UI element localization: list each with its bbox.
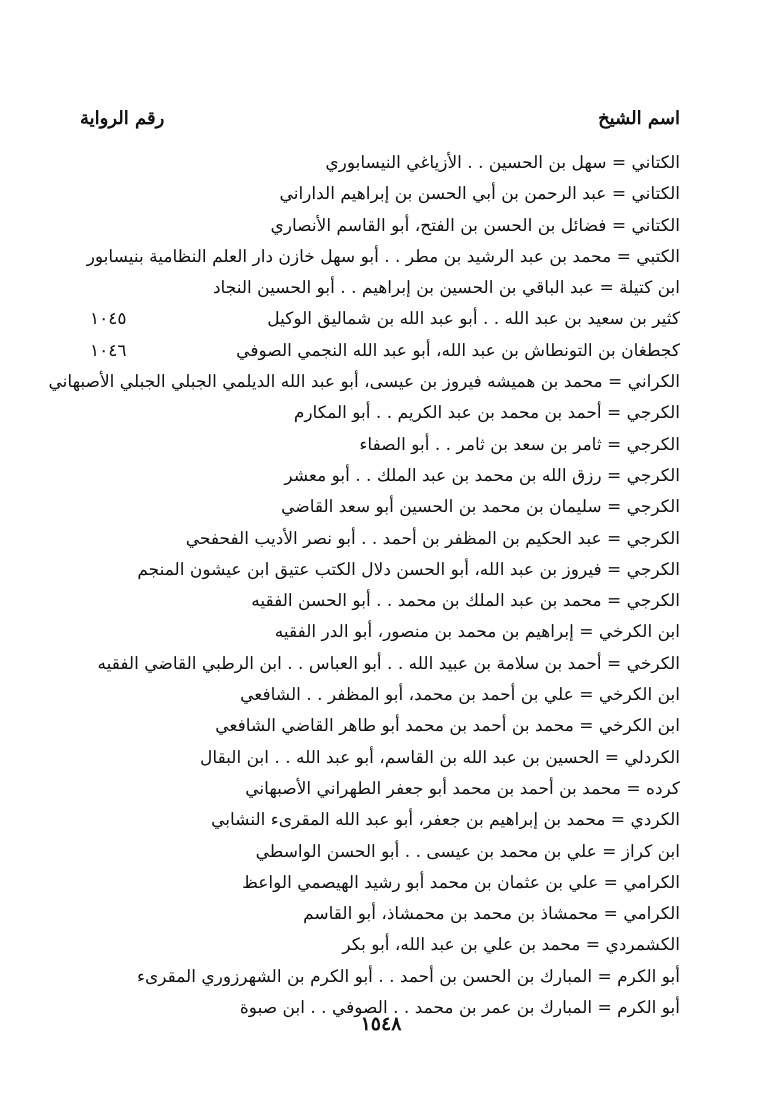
list-item [80,524,680,555]
list-item [80,586,680,617]
narration-number: ١٠٤٥ [90,309,127,330]
column-header [80,108,680,140]
page-number: ١٥٤٨ [360,1013,402,1035]
list-item [80,711,680,742]
shaykh-entry-text: الكتبي = محمد بن عبد الرشيد بن مطر . . أبو سهل خازن دار العلم النظامية بنيسابور [86,246,680,267]
list-item [80,899,680,930]
shaykh-entry-text: الكرخي = أحمد بن سلامة بن عبيد الله . . أبو العباس . . ابن الرطبي القاضي الفقيه [97,653,680,674]
shaykh-entry-text: ابن الكرخي = علي بن أحمد بن محمد، أبو المظفر . . الشافعي [240,685,680,706]
narration-number-heading: رقم الرواية [80,108,165,129]
list-item [80,336,680,367]
shaykh-entry-text: الكرجي = محمد بن عبد الملك بن محمد . . أبو الحسن الفقيه [251,591,680,612]
shaykh-entry-text: الكتاني = سهل بن الحسين . . الأزياغي النيسابوري [325,153,680,173]
list-item [80,555,680,586]
shaykh-entry-text: ابن كراز = علي بن محمد بن عيسى . . أبو الحسن الواسطي [255,841,680,862]
shaykh-entry-text: الكردلي = الحسين بن عبد الله بن القاسم، أبو عبد الله . . ابن البقال [200,747,680,768]
list-item [80,398,680,429]
list-item [80,774,680,805]
shaykh-entry-text: أبو الكرم = المبارك بن الحسن بن أحمد . . أبو الكرم بن الشهرزوري المقرىء [136,966,680,987]
shaykh-entry-text: الكرامي = محمشاذ بن محمد بن محمشاذ، أبو القاسم [303,904,680,925]
list-item [80,430,680,461]
shaykh-entry-text: الكرجي = فيروز بن عبد الله، أبو الحسن دلال الكتب عتيق ابن عيشون المنجم [137,559,680,580]
shaykh-entry-text: كجطغان بن التونطاش بن عبد الله، أبو عبد الله النجمي الصوفي [236,340,680,361]
shaykh-entry-text: الكرجي = أحمد بن محمد بن عبد الكريم . . أبو المكارم [293,403,680,424]
list-item [80,837,680,868]
list-item [48,367,680,398]
list-item [80,805,680,836]
shaykh-name-heading: اسم الشيخ [598,108,680,129]
list-item [80,273,680,304]
shaykh-entry-text: الكرجي = ثامر بن سعد بن ثامر . . أبو الصفاء [359,434,680,455]
shaykh-entry-text: الكرجي = عبد الحكيم بن المظفر بن أحمد . . أبو نصر الأديب الفحفحي [185,528,680,549]
list-item [80,211,680,242]
narration-number: ١٠٤٦ [90,340,127,361]
shaykh-entry-text: ابن الكرخي = إبراهيم بن محمد بن منصور، أبو الدر الفقيه [274,622,680,643]
shaykh-entry-text: الكشمردي = محمد بن علي بن عبد الله، أبو بكر [342,935,680,956]
list-item [80,461,680,492]
list-item [80,680,680,711]
shaykh-entry-text: كثير بن سعيد بن عبد الله . . أبو عبد الله بن شماليق الوكيل [267,309,680,330]
list-item [80,930,680,961]
list-item [80,242,680,273]
shaykh-entry-text: الكرامي = علي بن عثمان بن محمد أبو رشيد الهيصمي الواعظ [242,872,680,893]
list-item [80,743,680,774]
shaykh-entry-text: الكرجي = رزق الله بن محمد بن عبد الملك . . أبو معشر [284,465,680,486]
shaykh-entry-text: الكتاني = فضائل بن الحسن بن الفتح، أبو القاسم الأنصاري [270,215,680,236]
shaykh-entry-text: كرده = محمد بن أحمد بن محمد أبو جعفر الطهراني الأصبهاني [245,778,680,799]
list-item [80,868,680,899]
list-item [80,304,680,335]
list-item [80,649,680,680]
shaykh-entry-text: الكتاني = عبد الرحمن بن أبي الحسن بن إبراهيم الداراني [279,184,680,205]
list-item [80,962,680,993]
list-item [80,148,680,179]
shaykh-entry-text: أبو الكرم = المبارك بن عمر بن محمد . . الصوفي . . ابن صبوة [239,998,680,1019]
list-item [80,617,680,648]
shaykh-entry-text: الكردي = محمد بن إبراهيم بن جعفر، أبو عبد الله المقرىء النشابي [211,810,680,831]
shaykh-entry-text: ابن الكرخي = محمد بن أحمد بن محمد أبو طاهر القاضي الشافعي [215,716,680,737]
shaykh-entry-text: الكرجي = سليمان بن محمد بن الحسين أبو سعد القاضي [281,497,680,518]
list-item [80,179,680,210]
list-item [80,492,680,523]
shaykh-entry-text: الكراني = محمد بن هميشه فيروز بن عيسى، أبو عبد الله الديلمي الجبلي الجبلي الأصبهاني [48,372,680,393]
shaykh-entry-text: ابن كتيلة = عبد الباقي بن الحسين بن إبراهيم . . أبو الحسين النجاد [212,278,680,299]
shaykh-list [48,148,680,1024]
